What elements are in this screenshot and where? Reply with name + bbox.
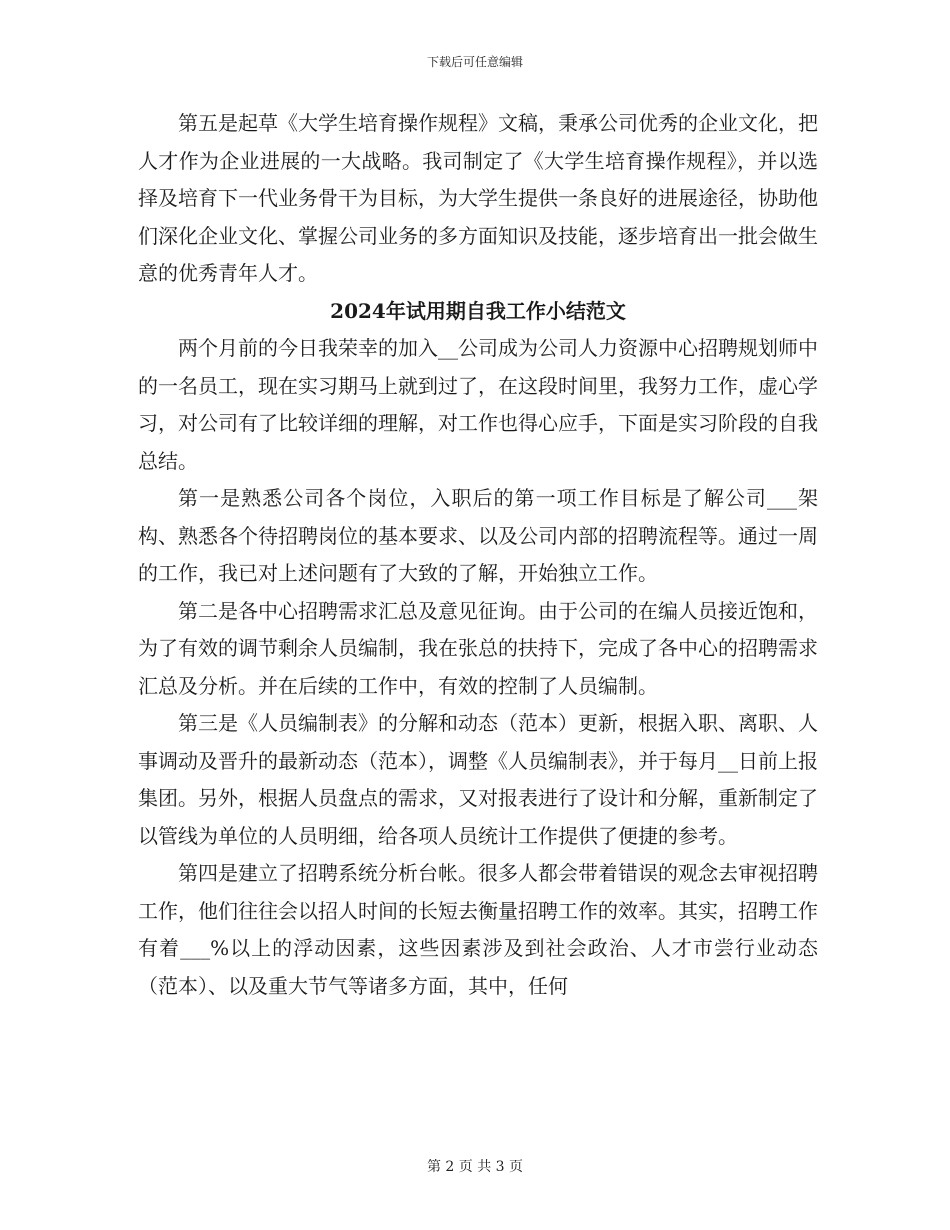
- paragraph-2: 第一是熟悉公司各个岗位，入职后的第一项工作目标是了解公司___架构、熟悉各个待招聘岗位的基本要求、以及公司内部的招聘流程等。通过一周的工作，我已对上述问题有了大致的了解，开始独立工作。: [138, 486, 818, 585]
- paragraph-4: 第三是《人员编制表》的分解和动态（范本）更新，根据入职、离职、人事调动及晋升的最新动态（范本），调整《人员编制表》，并于每月__日前上报集团。另外，根据人员盘点的需求，又对报表进行了设计和分解，重新制定了以管线为单位的人员明细，给各项人员统计工作提供了便捷的参考。: [138, 711, 818, 848]
- page-header: 下载后可任意编辑: [426, 55, 523, 69]
- document-title: 2024年试用期自我工作小结范文: [330, 298, 626, 323]
- paragraph-intro: 第五是起草《大学生培育操作规程》文稿，秉承公司优秀的企业文化，把人才作为企业进展的一大战略。我司制定了《大学生培育操作规程》，并以选择及培育下一代业务骨干为目标，为大学生提供一条良好的进展途径，协助他们深化企业文化、掌握公司业务的多方面知识及技能，逐步培育出一批会做生意的优秀青年人才。: [138, 111, 818, 285]
- paragraph-1: 两个月前的今日我荣幸的加入__公司成为公司人力资源中心招聘规划师中的一名员工，现在实习期马上就到过了，在这段时间里，我努力工作，虚心学习，对公司有了比较详细的理解，对工作也得心应手，下面是实习阶段的自我总结。: [138, 336, 818, 473]
- document-body: [138, 105, 818, 1005]
- paragraph-3: 第二是各中心招聘需求汇总及意见征询。由于公司的在编人员接近饱和，为了有效的调节剩余人员编制，我在张总的扶持下，完成了各中心的招聘需求汇总及分析。并在后续的工作中，有效的控制了人员编制。: [138, 598, 818, 698]
- paragraph-5: 第四是建立了招聘系统分析台帐。很多人都会带着错误的观念去审视招聘工作，他们往往会以招人时间的长短去衡量招聘工作的效率。其实，招聘工作有着___%以上的浮动因素，这些因素涉及到社会政治、人才市尝行业动态（范本）、以及重大节气等诸多方面，其中，任何: [138, 861, 818, 998]
- page-footer: 第 2 页 共 3 页: [426, 1159, 524, 1175]
